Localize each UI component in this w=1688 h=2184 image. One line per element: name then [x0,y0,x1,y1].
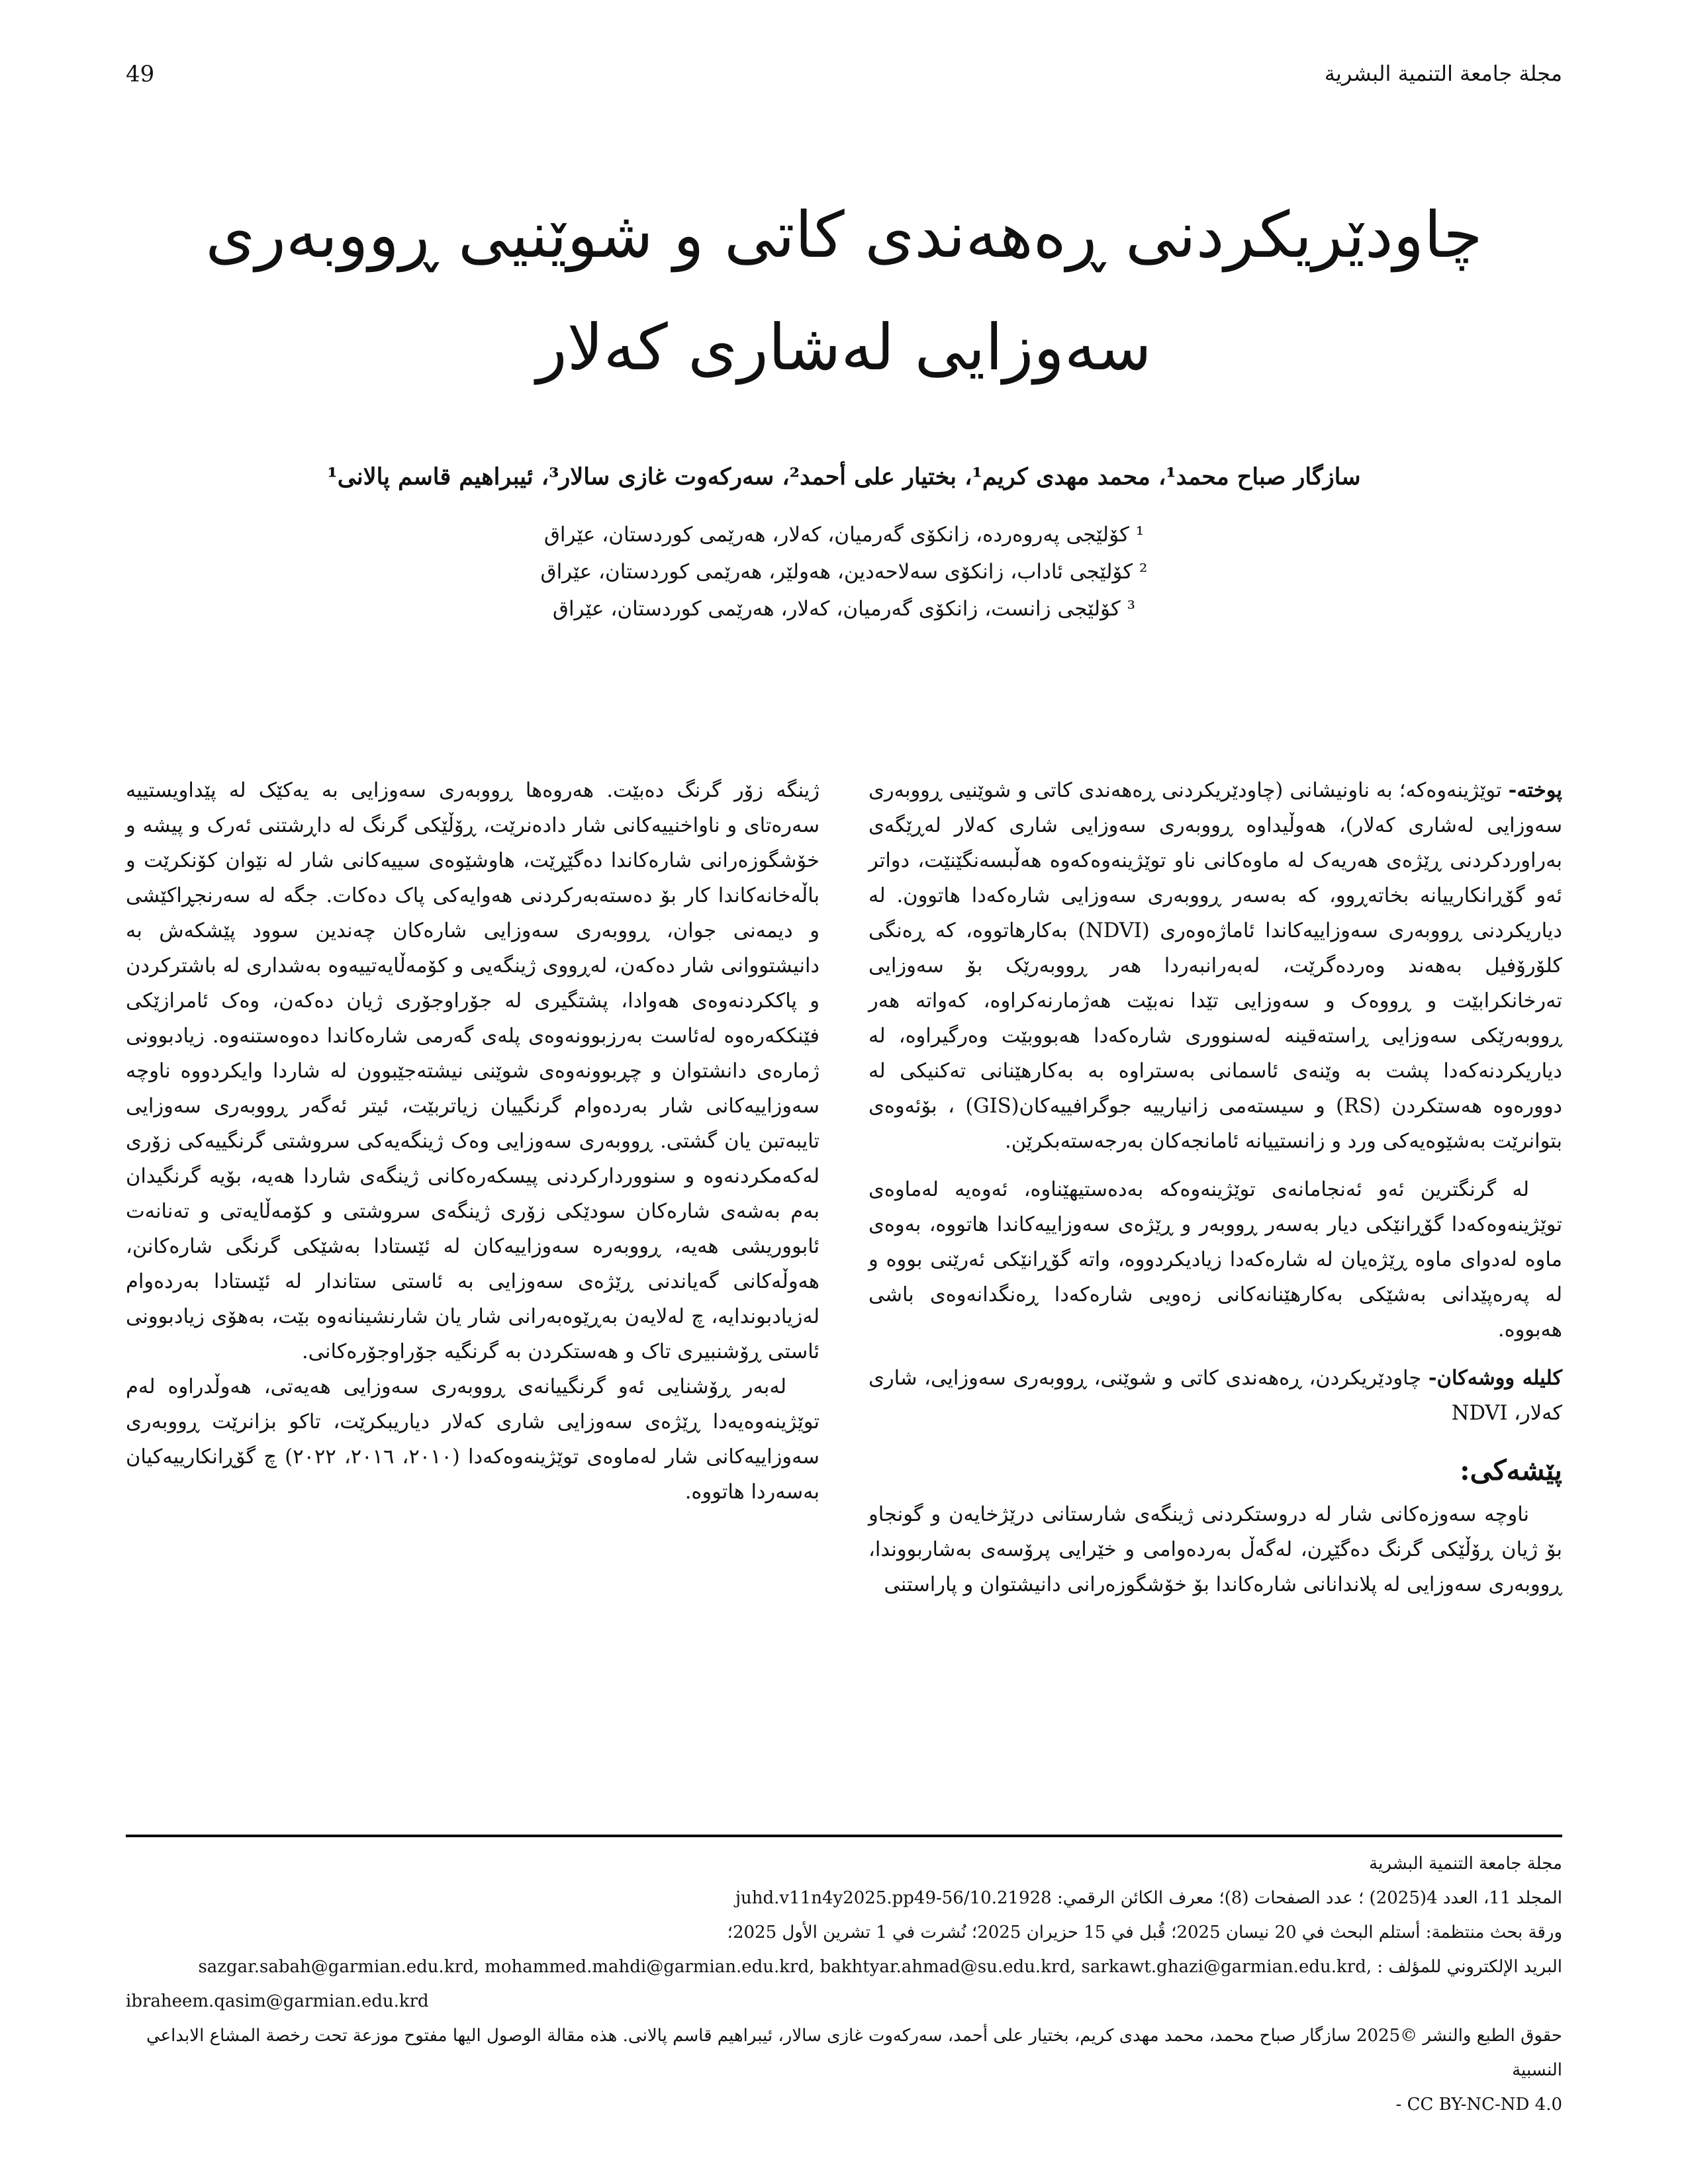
abstract [868,773,1562,1159]
author-list: سازگار صباح محمد¹، محمد مهدی کریم¹، بختیار علی أحمد²، سەرکەوت غازی سالار³، ئیبراهیم قاسم پالانی¹ [327,463,1361,490]
right-column [868,773,1562,1602]
footer-volume: المجلد 11، العدد 4(2025) ؛ عدد الصفحات (8)؛ معرف الكائن الرقمي: 10.21928/juhd.v11n4y2025.pp49-56 [735,1888,1562,1908]
introduction-paragraph-2: لەبەر ڕۆشنایی ئەو گرنگییانەی ڕووبەری سەوزایی هەیەتی، هەوڵدراوە لەم توێژینەوەیەدا ڕێژەی سەوزایی شاری کەلار دیاریبکرێت، تاکو بزانرێت ڕووبەری سەوزاییەکانی شار لەماوەی توێژینەوەکەدا (٢٠١٠، ٢٠١٦، ٢٠٢٢) چ گۆڕانکارییەکیان بەسەردا هاتووە. [126,1375,820,1504]
footer-copyright: حقوق الطبع والنشر ©2025 سازگار صباح محمد، محمد مهدی کریم، بختیار علی أحمد، سەرکەوت غازی سالار، ئیبراهیم قاسم پالانی. هذه مقالة الوصول اليها مفتوح موزعة تحت رخصة المشاع الابداعي النسبية [146,2026,1562,2080]
abstract-text: توێژینەوەکە؛ بە ناونیشانی (چاودێریکردنی ڕەهەندی کاتی و شوێنیی ڕووبەری سەوزایی لەشاری کەلار)، هەوڵیداوە ڕووبەری سەوزایی شاری کەلار لەڕێگەی بەراوردکردنی ڕێژەی هەریەک لە ماوەکانی ناو توێژینەوەکەوە هەڵبسەنگێنێت، دواتر ئەو گۆڕانکارییانە بخاتەڕوو، کە بەسەر ڕووبەری سەوزایی شارەکەدا هاتوون. لە دیاریکردنی ڕووبەری سەوزاییەکاندا ئاماژەوەری (NDVI) بەکارهاتووە، کە ڕەنگی کلۆرۆفیل بەهەند وەردەگرێت، لەبەرانبەردا هەر ڕووبەرێک بۆ سەوزایی تەرخانکرابێت و ڕووەک و سەوزایی تێدا نەبێت هەژمارنەکراوە، کەواتە هەر ڕووبەرێکی سەوزایی ڕاستەقینە لەسنووری شارەکەدا هەبووبێت وەرگیراوە، لە دیاریکردنەکەدا پشت بە وێنەی ئاسمانی بەستراوە بە بەکارهێنانی تەکنیکی لە دوورەوە هەستکردن (RS) و سیستەمی زانیارییە جوگرافییەکان(GIS) ، بۆئەوەی بتوانرێت بەشێوەیەکی ورد و زانستییانە ئامانجەکان بەرجەستەبکرێن. [868,779,1562,1153]
introduction-paragraph-continued: ژینگە زۆر گرنگ دەبێت. هەروەها ڕووبەری سەوزایی بە یەکێک لە پێداویستییە سەرەتای و ناواخنییەکانی شار دادەنرێت، ڕۆڵێکی گرنگ لە داڕشتنی ئەرک و پیشە و خۆشگوزەرانی شارەکاندا دەگێڕێت، هاوشێوەی سییەکانی شار لە نێوان کۆنکرێت و باڵەخانەکاندا کار بۆ دەستەبەرکردنی هەوایەکی پاک دەکات. جگە لە سەرنجڕاکێشی و دیمەنی جوان، ڕووبەری سەوزایی شارەکان چەندین سوود پێشکەش بە دانیشتووانی شار دەکەن، لەڕووی ژینگەیی و کۆمەڵایەتییەوە بەشداری لە باشترکردن و پاککردنەوەی هەوادا، پشتگیری لە جۆراوجۆری ژیان دەکەن، وەک ئامرازێکی فێنککەرەوە لەئاست بەرزبوونەوەی پلەی گەرمی شارەکاندا دەوەستنەوە. زیادبوونی ژمارەی دانشتوان و چڕبوونەوەی شوێنی نیشتەجێبوون لە شاردا وایکردووە ناوچە سەوزاییەکانی شار بەردەوام گرنگییان زیاتربێت، ئیتر ئەگەر ڕووبەری سەوزایی تایبەتبن یان گشتی. ڕووبەری سەوزایی وەک ژینگەیەکی سروشتی گرنگییەکی زۆری لەکەمکردنەوە و سنووردارکردنی پیسکەرەکانی ژینگەی شاردا هەیە، بۆیە گرنگیدان بەم بەشەی شارەکان سودێکی زۆری ژینگەی سروشتی و کۆمەڵایەتی و تەنانەت ئابووریشی هەیە، ڕووبەرە سەوزاییەکان لە ئێستادا بەشێکی گرنگی شارەکانن، هەوڵەکانی گەیاندنی ڕێژەی سەوزایی بە ئاستی ستاندار لە ئێستادا بەردەوام لەزیادبوندایە، چ لەلایەن بەڕێوەبەرانی شار یان شارنشینانەوە بێت، بەهۆی زیادبوونی ئاستی ڕۆشنبیری تاک و هەستکردن بە گرنگیە جۆراوجۆرەکانی. [126,779,820,1363]
left-column [126,773,820,1510]
email-list[interactable]: sazgar.sabah@garmian.edu.krd, mohammed.mahdi@garmian.edu.krd, bakhtyar.ahmad@su.edu.krd, sarkawt.ghazi@garmian.edu.krd, [198,1957,1372,1977]
affiliations [397,516,1291,627]
article-title: چاودێریکردنی ڕەهەندی کاتی و شوێنیی ڕووبەری سەوزایی لەشاری کەلار [205,198,1483,385]
footer-divider [126,1835,1562,1837]
journal-header: مجلة جامعة التنمية البشرية [1324,61,1562,86]
keywords-text: چاودێریکردن، ڕەهەندی کاتی و شوێنی، ڕووبەری سەوزایی، شاری کەلار، NDVI [868,1367,1562,1425]
footer-license: CC BY-NC-ND 4.0 - [1395,2095,1562,2115]
keywords-label: کلیلە ووشەکان- [1428,1366,1562,1390]
email-label: البريد الإلكتروني للمؤلف : [1377,1957,1562,1977]
keywords [868,1361,1562,1431]
introduction-paragraph-start: ناوچە سەوزەکانی شار لە دروستکردنی ژینگەی شارستانی درێژخایەن و گونجاو بۆ ژیان ڕۆڵێکی گرنگ دەگێڕن، لەگەڵ بەردەوامی و خێرایی پرۆسەی بەشاربووندا، ڕووبەری سەوزایی لە پلاندانانی شارەکاندا بۆ خۆشگوزەرانی دانیشتوان و پاراستنی [868,1503,1562,1596]
page-number: 49 [126,61,155,87]
abstract-label: پوختە- [1508,778,1562,802]
footer-journal: مجلة جامعة التنمية البشرية [1369,1854,1562,1874]
introduction-heading: پێشەکی: [1460,1454,1562,1486]
footer-emails [126,1950,1562,1984]
footer-email-last[interactable]: ibraheem.qasim@garmian.edu.krd [126,1991,429,2011]
abstract-results: لە گرنگترین ئەو ئەنجامانەی توێژینەوەکە بەدەستیهێناوە، ئەوەیە لەماوەی توێژینەوەکەدا گۆڕانێکی دیار بەسەر ڕووبەر و ڕێژەی سەوزاییەکاندا هاتووە، بەوەی ماوە لەدوای ماوە ڕێژەیان لە شارەکەدا زیادیکردووە، واتە گۆڕانێکی ئەرێنی بووە و لە پەرەپێدانی بەشێکی بەکارهێنانەکانی زەویی شارەکەدا ڕەنگدانەوەی باشی هەبووە. [868,1178,1562,1342]
footer-dates: ورقة بحث منتظمة: أستلم البحث في 20 نيسان 2025؛ قُبل في 15 حزيران 2025؛ نُشرت في 1 تشرين الأول 2025؛ [727,1923,1562,1942]
footer [126,1846,1562,2122]
affiliation-3: ³ کۆلێجی زانست، زانکۆی گەرمیان، کەلار، هەرێمی کوردستان، عێراق [552,597,1136,621]
affiliation-1: ¹ کۆلێجی پەروەردە، زانکۆی گەرمیان، کەلار، هەرێمی کوردستان، عێراق [543,523,1145,547]
affiliation-2: ² کۆلێجی ئاداب، زانکۆی سەلاحەدین، هەولێر، هەرێمی کوردستان، عێراق [540,560,1148,584]
